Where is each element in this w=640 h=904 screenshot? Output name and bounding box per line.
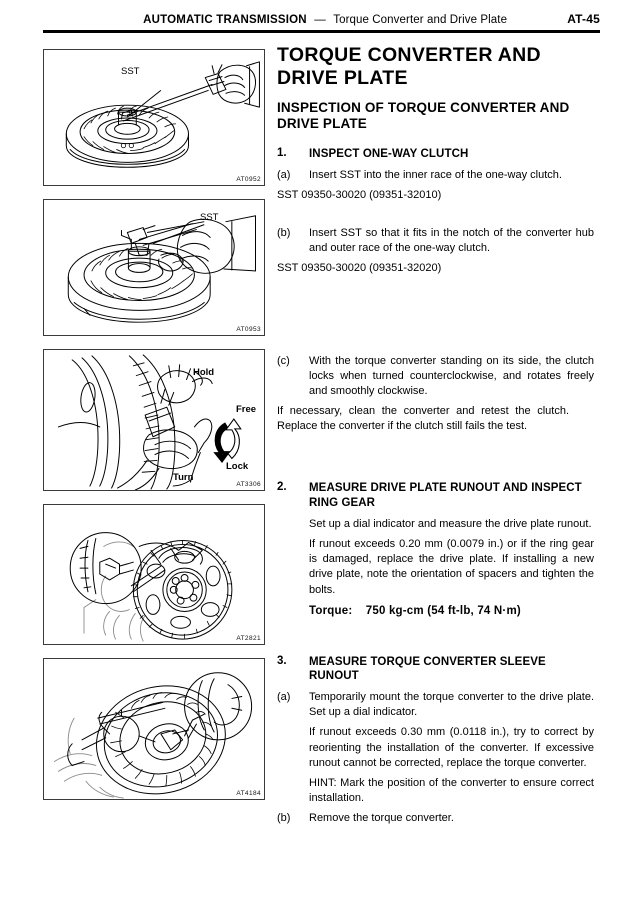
figure-label-free: Free [236, 404, 257, 415]
illustration-sst-into-notch [44, 200, 264, 335]
figure-code: AT0953 [236, 326, 261, 333]
step-title: INSPECT ONE-WAY CLUTCH [309, 147, 469, 160]
substep-marker: (c) [277, 354, 290, 367]
procedure-step-2 [277, 481, 602, 616]
page-title: TORQUE CONVERTER AND DRIVE PLATE [277, 44, 541, 89]
substep-text: Temporarily mount the torque converter to the drive plate. Set up a dial indicator. [309, 691, 594, 719]
torque-label: Torque: [309, 604, 353, 617]
step-substep-c [277, 354, 602, 400]
page-number: AT-45 [567, 12, 600, 26]
figure-code: AT0952 [236, 176, 261, 183]
header-dash: — [314, 14, 326, 26]
section-subtitle: INSPECTION OF TORQUE CONVERTER AND DRIVE PLATE [277, 100, 570, 132]
step-substep-b [277, 811, 602, 826]
step-title: MEASURE DRIVE PLATE RUNOUT AND INSPECT RING GEAR [309, 482, 582, 510]
step-3-limit-note: If runout exceeds 0.30 mm (0.0118 in.), try to correct by reorienting the installation of the converter. If excessive runout cannot be corrected, replace the torque converter. [309, 726, 594, 769]
step-number: 2. [277, 481, 287, 494]
figure-torque-converter-sst-notch [43, 199, 265, 336]
step-title: MEASURE TORQUE CONVERTER SLEEVE RUNOUT [309, 655, 546, 683]
procedure-step-1 [277, 147, 602, 434]
substep-marker: (a) [277, 168, 291, 181]
step-number: 1. [277, 146, 287, 159]
procedure-step-3 [277, 655, 602, 827]
figure-label-hold: Hold [193, 367, 215, 378]
step-substep-a [277, 690, 602, 720]
header-section-title: AUTOMATIC TRANSMISSION [143, 14, 307, 26]
illustration-converter-sleeve-dial-indicator [44, 659, 264, 799]
substep-text: Insert SST so that it fits in the notch of the converter hub and outer race of the one-way clutch. [309, 227, 594, 255]
figure-column [43, 49, 265, 813]
substep-text: With the torque converter standing on its side, the clutch locks when turned counterclockwise, and rotates freely and smoothly clockwise. [309, 354, 594, 397]
figure-drive-plate-runout-ring-gear [43, 504, 265, 645]
step-2-limit-note: If runout exceeds 0.20 mm (0.0079 in.) or if the ring gear is damaged, replace the drive plate. If installing a new drive plate, note the orientation of spacers and tighten the bolts. [309, 537, 594, 596]
step-3-hint: HINT: Mark the position of the converter to ensure correct installation. [309, 776, 594, 805]
step-2-instruction: Set up a dial indicator and measure the drive plate runout. [309, 517, 592, 530]
figure-torque-converter-sst-inner-race [43, 49, 265, 186]
figure-one-way-clutch-rotation-test [43, 349, 265, 491]
step-substep-b [277, 226, 602, 256]
step-1-note: If necessary, clean the converter and retest the clutch. Replace the converter if the clutch still fails the test. [277, 405, 569, 433]
torque-specification [309, 605, 602, 617]
torque-value: 750 kg-cm (54 ft-lb, 74 N·m) [365, 604, 521, 617]
substep-text: Remove the torque converter. [309, 812, 454, 825]
figure-label-turn: Turn [173, 472, 194, 483]
sst-part-number-b: SST 09350-30020 (09351-32020) [277, 262, 442, 275]
figure-label-lock: Lock [226, 461, 249, 472]
figure-code: AT2821 [236, 635, 261, 642]
illustration-sst-into-inner-race [44, 50, 264, 185]
substep-marker: (b) [277, 227, 291, 239]
sst-part-number-a: SST 09350-30020 (09351-32010) [277, 188, 442, 201]
figure-label-sst: SST [121, 66, 140, 77]
figure-code: AT4184 [236, 790, 261, 797]
illustration-drive-plate-dial-indicator [44, 505, 264, 644]
substep-marker: (a) [277, 691, 291, 704]
step-substep-a [277, 168, 602, 183]
header-divider-rule [43, 30, 600, 33]
step-number: 3. [277, 654, 287, 667]
figure-label-sst: SST [200, 212, 219, 223]
figure-code: AT3306 [236, 481, 261, 488]
text-column [277, 44, 602, 831]
substep-marker: (b) [277, 812, 291, 825]
substep-text: Insert SST into the inner race of the one-way clutch. [309, 168, 562, 181]
header-subject: Torque Converter and Drive Plate [333, 14, 508, 26]
figure-torque-converter-sleeve-runout [43, 658, 265, 800]
